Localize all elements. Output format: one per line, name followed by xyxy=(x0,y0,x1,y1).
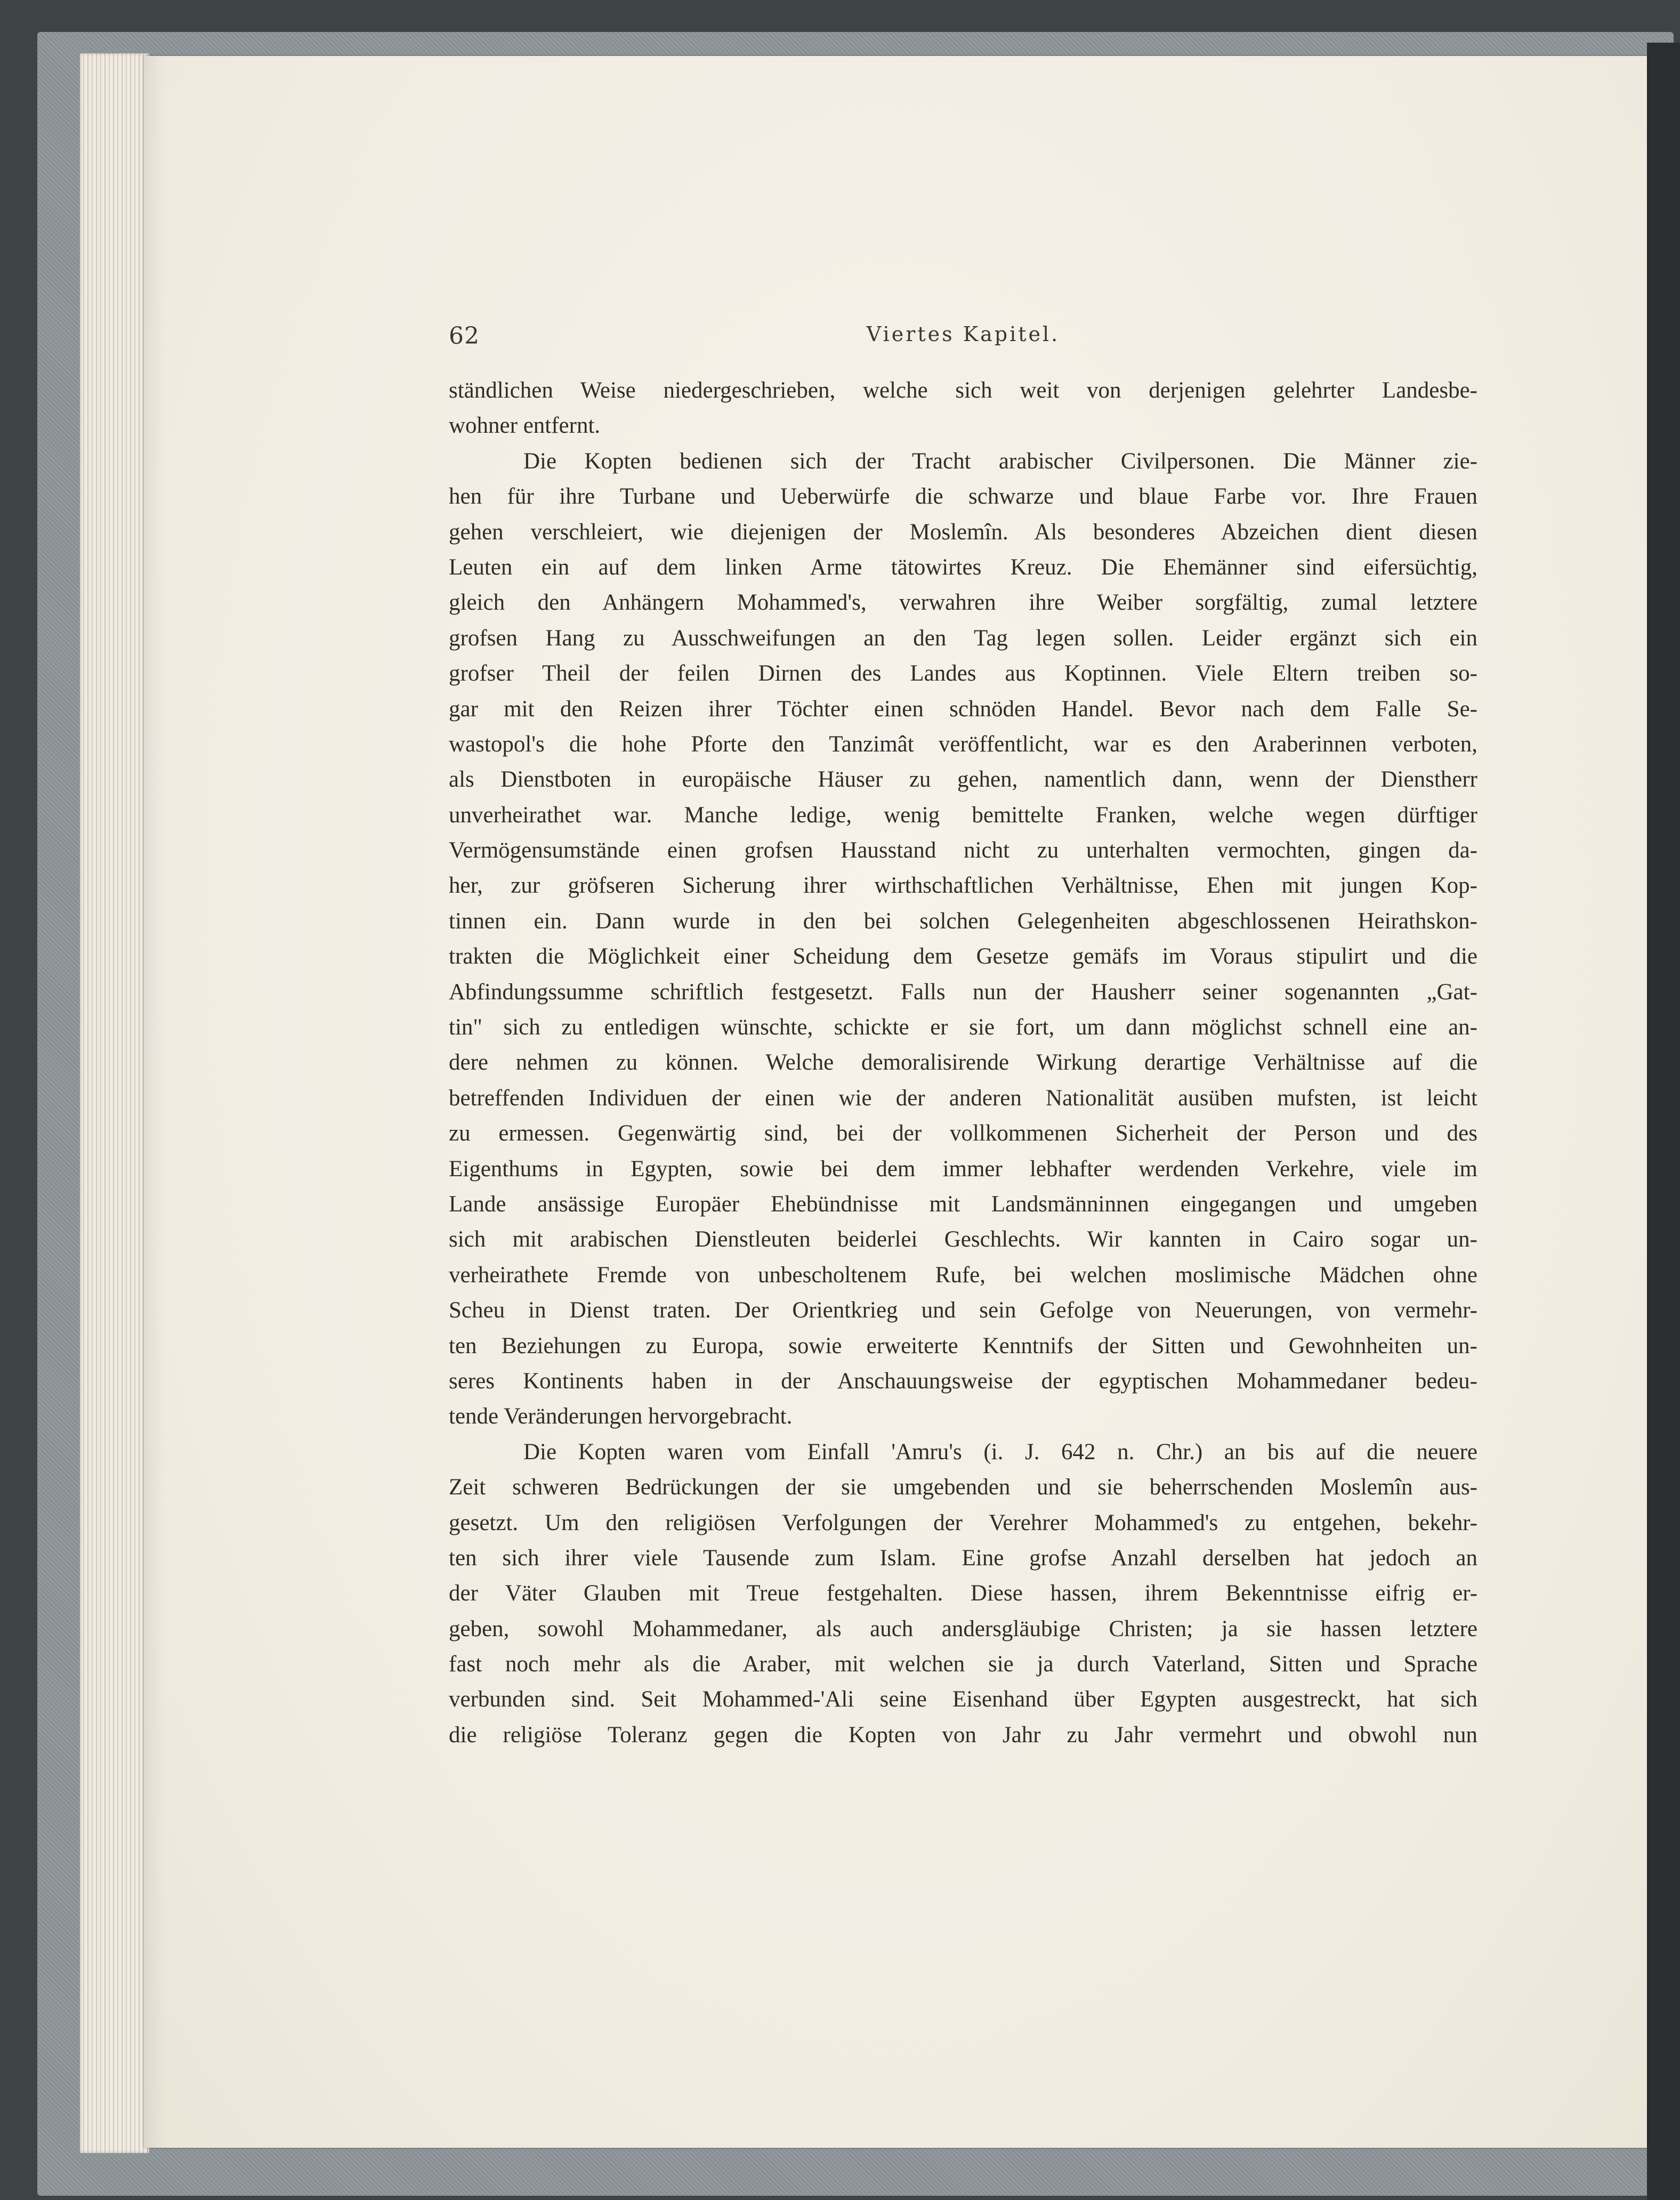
text-line: tende Veränderungen hervorgebracht. xyxy=(449,1404,793,1429)
text-line: wohner entfernt. xyxy=(449,413,601,439)
text-line: Eigenthums in Egypten, sowie bei dem immer lebhafter werdenden Verkehre, viele im xyxy=(449,1156,1477,1182)
text-line: her, zur gröfseren Sicherung ihrer wirthschaftlichen Verhältnisse, Ehen mit jungen Kop- xyxy=(449,873,1477,899)
text-line: ten sich ihrer viele Tausende zum Islam. Eine grofse Anzahl derselben hat jedoch an xyxy=(449,1545,1477,1571)
text-line: als Dienstboten in europäische Häuser zu gehen, namentlich dann, wenn der Dienstherr xyxy=(449,767,1477,792)
page-edges xyxy=(80,53,149,2153)
text-line: gesetzt. Um den religiösen Verfolgungen der Verehrer Mohammed's zu entgehen, bekehr- xyxy=(449,1510,1477,1535)
text-line: Die Kopten waren vom Einfall 'Amru's (i. J. 642 n. Chr.) an bis auf die neuere xyxy=(523,1439,1477,1465)
text-line: sich mit arabischen Dienstleuten beiderlei Geschlechts. Wir kannten in Cairo sogar un- xyxy=(449,1227,1477,1252)
text-line: verheirathete Fremde von unbescholtenem Rufe, bei welchen moslimische Mädchen ohne xyxy=(449,1262,1477,1288)
text-line: ständlichen Weise niedergeschrieben, welche sich weit von derjenigen gelehrter Landesbe- xyxy=(449,378,1477,403)
scan-background xyxy=(1647,43,1680,2200)
text-line: die religiöse Toleranz gegen die Kopten von Jahr zu Jahr vermehrt und obwohl nun xyxy=(449,1722,1477,1748)
text-line: Zeit schweren Bedrückungen der sie umgebenden und sie beherrschenden Moslemîn aus- xyxy=(449,1475,1477,1500)
text-line: Abfindungssumme schriftlich festgesetzt. Falls nun der Hausherr seiner sogenannten „Gat- xyxy=(449,979,1477,1005)
text-line: fast noch mehr als die Araber, mit welchen sie ja durch Vaterland, Sitten und Sprache xyxy=(449,1652,1477,1677)
text-line: unverheirathet war. Manche ledige, wenig bemittelte Franken, welche wegen dürftiger xyxy=(449,802,1477,828)
text-line: ten Beziehungen zu Europa, sowie erweiterte Kenntnifs der Sitten und Gewohnheiten un- xyxy=(449,1333,1477,1358)
text-line: verbunden sind. Seit Mohammed-'Ali seine Eisenhand über Egypten ausgestreckt, hat sich xyxy=(449,1687,1477,1712)
text-line: gehen verschleiert, wie diejenigen der Moslemîn. Als besonderes Abzeichen dient diesen xyxy=(449,519,1477,545)
text-line: Vermögensumstände einen grofsen Hausstand nicht zu unterhalten vermochten, gingen da- xyxy=(449,838,1477,863)
text-line: Lande ansässige Europäer Ehebündnisse mit Landsmänninnen eingegangen und umgeben xyxy=(449,1191,1477,1217)
text-line: grofsen Hang zu Ausschweifungen an den Tag legen sollen. Leider ergänzt sich ein xyxy=(449,625,1477,651)
text-line: tinnen ein. Dann wurde in den bei solchen Gelegenheiten abgeschlossenen Heirathskon- xyxy=(449,908,1477,934)
text-line: der Väter Glauben mit Treue festgehalten. Diese hassen, ihrem Bekenntnisse eifrig er- xyxy=(449,1581,1477,1606)
text-line: trakten die Möglichkeit einer Scheidung dem Gesetze gemäfs im Voraus stipulirt und die xyxy=(449,944,1477,969)
text-line: gleich den Anhängern Mohammed's, verwahren ihre Weiber sorgfältig, zumal letztere xyxy=(449,590,1477,616)
page-header xyxy=(449,322,1477,360)
text-line: seres Kontinents haben in der Anschauungsweise der egyptischen Mohammedaner bedeu- xyxy=(449,1368,1477,1394)
text-line: wastopol's die hohe Pforte den Tanzimât veröffentlicht, war es den Araberinnen verboten, xyxy=(449,731,1477,757)
body-text xyxy=(449,373,1477,1753)
text-line: Scheu in Dienst traten. Der Orientkrieg und sein Gefolge von Neuerungen, von vermehr- xyxy=(449,1298,1477,1323)
text-line: zu ermessen. Gegenwärtig sind, bei der vollkommenen Sicherheit der Person und des xyxy=(449,1121,1477,1146)
text-line: dere nehmen zu können. Welche demoralisirende Wirkung derartige Verhältnisse auf die xyxy=(449,1050,1477,1075)
text-line: grofser Theil der feilen Dirnen des Landes aus Koptinnen. Viele Eltern treiben so- xyxy=(449,661,1477,686)
text-line: Die Kopten bedienen sich der Tracht arabischer Civilpersonen. Die Männer zie- xyxy=(523,448,1477,474)
text-line: betreffenden Individuen der einen wie der anderen Nationalität ausüben mufsten, ist leicht xyxy=(449,1085,1477,1111)
text-line: Leuten ein auf dem linken Arme tätowirtes Kreuz. Die Ehemänner sind eifersüchtig, xyxy=(449,554,1477,580)
text-line: geben, sowohl Mohammedaner, als auch andersgläubige Christen; ja sie hassen letztere xyxy=(449,1616,1477,1641)
page-number: 62 xyxy=(449,322,480,350)
text-line: hen für ihre Turbane und Ueberwürfe die schwarze und blaue Farbe vor. Ihre Frauen xyxy=(449,484,1477,509)
text-line: gar mit den Reizen ihrer Töchter einen schnöden Handel. Bevor nach dem Falle Se- xyxy=(449,696,1477,722)
text-line: tin" sich zu entledigen wünschte, schickte er sie fort, um dann möglichst schnell eine an- xyxy=(449,1015,1477,1040)
running-title: Viertes Kapitel. xyxy=(866,322,1060,346)
